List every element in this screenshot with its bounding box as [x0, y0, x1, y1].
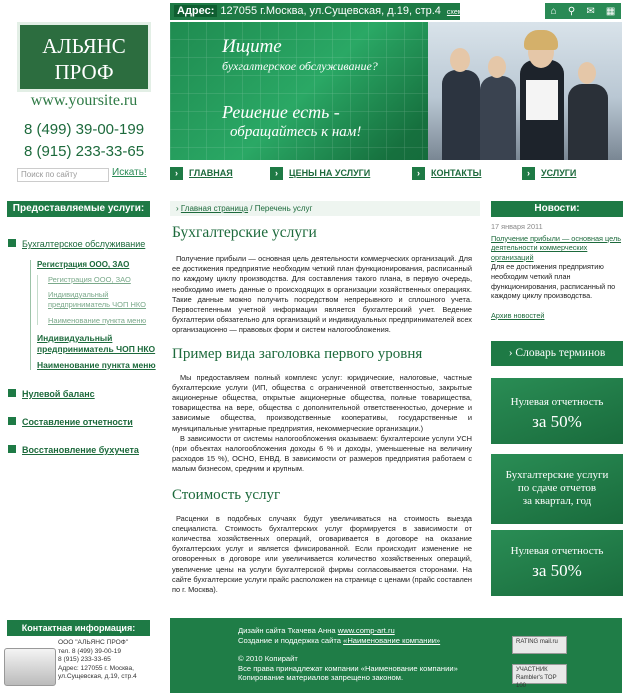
top-icons [545, 3, 621, 19]
nav-home[interactable]: › ГЛАВНАЯ [170, 166, 233, 180]
news-date: 17 января 2011 [491, 222, 543, 231]
promo-quarterly-reports[interactable]: Бухгалтерские услуги по сдаче отчетов за квартал, год [491, 454, 623, 524]
logo-line1: АЛЬЯНС [42, 34, 126, 58]
search-icon[interactable]: ⚲ [567, 5, 576, 17]
contacts-info: ООО "АЛЬЯНС ПРОФ" тел. 8 (499) 39-00-19 8 (915) 233-33-65 Адрес: 127055 г. Москва, ул.Сущевская, д.19, стр.4 [58, 639, 137, 681]
sitemap-icon[interactable]: ▦ [605, 5, 616, 17]
hero-banner [170, 22, 622, 160]
search-input[interactable]: Поиск по сайту [17, 168, 109, 182]
designer-link[interactable]: www.comp-art.ru [337, 626, 395, 635]
mail-ru-counter[interactable]: RATING mail.ru [512, 636, 567, 654]
phone-1: 8 (499) 39-00-199 [23, 121, 145, 138]
breadcrumb: › Главная страница / Перечень услуг [170, 201, 480, 216]
arrow-icon: › [522, 167, 535, 180]
logo[interactable] [17, 22, 151, 92]
news-block [491, 222, 623, 320]
menu-item-bookkeeping[interactable]: Бухгалтерское обслуживание [8, 234, 158, 252]
news-link[interactable]: Получение прибыли — основная цель деятельности коммерческих организаций [491, 233, 622, 262]
breadcrumb-home[interactable]: Главная страница [180, 204, 249, 213]
main-content [172, 224, 472, 595]
map-link[interactable]: схема проезда [446, 9, 495, 16]
arrow-icon: › [412, 167, 425, 180]
contacts-header: Контактная информация: [7, 620, 150, 636]
banner-line4: обращайтесь к нам! [230, 124, 362, 140]
bullet-icon [8, 417, 16, 425]
news-archive-link[interactable]: Архив новостей [491, 310, 545, 320]
address-text: 127055 г.Москва, ул.Сущевская, д.19, стр.4 [220, 5, 441, 17]
paragraph-2: Мы предоставляем полный комплекс услуг: юридические, налоговые, частные бухгалтерские услуги (ИП, общества с ограниченной ответственностью, закрытые акционерные общества, открытые акционерные общества, полные товарищества, товарищества на вере, общества с дополнительной ответственностью, дочерние и зависимые общества, производственные кооперативы, государственные и муниципальные унитарные предприятия, некоммерческие организации.) [172, 372, 472, 433]
menu-item-reporting[interactable]: Составление отчетности [8, 412, 158, 430]
arrow-icon: › [270, 167, 283, 180]
menu-item-restoration[interactable]: Восстановление бухучета [8, 440, 158, 458]
address-bar [170, 3, 495, 20]
address-label: Адрес: [174, 5, 217, 17]
mail-icon[interactable]: ✉ [586, 5, 595, 17]
dictionary-button[interactable]: › Словарь терминов [491, 341, 623, 366]
heading-level-1: Пример вида заголовка первого уровня [172, 345, 423, 362]
menu-item-zero-balance[interactable]: Нулевой баланс [8, 384, 158, 402]
services-menu [8, 234, 158, 458]
phone-2: 8 (915) 233-33-65 [23, 143, 145, 160]
page-title: Бухгалтерские услуги [172, 224, 317, 241]
site-url: www.yoursite.ru [30, 92, 138, 109]
bullet-icon [8, 389, 16, 397]
menu-item-registration[interactable]: Регистрация ООО, ЗАО [37, 260, 130, 269]
banner-line3: Решение есть - [222, 102, 340, 122]
news-text: Для ее достижения предприятию необходим четкий план функционирования, расписанный по каждому циклу производства. [491, 262, 616, 301]
logo-line2: ПРОФ [54, 60, 114, 84]
paragraph-3: В зависимости от системы налогообложения оказываем: бухгалтерские услуги УСН (при объектах налогообложения доходы 6 % и доходы, уменьшенные на величину расходов 15 %), ОСНО, ЕНВД. В зависимости от размеров предприятия работаем с малым бизнесом, средним и крупным. [172, 433, 472, 474]
menu-item-ip[interactable]: Индивидуальный предприниматель ЧОП НКО [37, 333, 156, 354]
rambler-counter[interactable]: УЧАСТНИК Rambler's TOP 100 [512, 664, 567, 684]
arrow-icon: › [170, 167, 183, 180]
phone-fax-icon [4, 648, 56, 686]
bullet-icon [8, 445, 16, 453]
home-icon[interactable]: ⌂ [550, 5, 557, 17]
menu-item-placeholder[interactable]: Наименование пункта меню [37, 360, 156, 370]
search-button[interactable]: Искать! [112, 167, 147, 178]
promo-zero-reporting-2[interactable]: Нулевая отчетность за 50% [491, 530, 623, 596]
submenu-item-ip[interactable]: Индивидуальный предприниматель ЧОП НКО [48, 290, 147, 309]
heading-cost: Стоимость услуг [172, 486, 281, 503]
news-header: Новости: [491, 201, 623, 217]
breadcrumb-current: Перечень услуг [254, 204, 313, 213]
nav-services[interactable]: › УСЛУГИ [522, 166, 576, 180]
bullet-icon [8, 239, 16, 247]
footer: Дизайн сайта Ткачева Анна www.comp-art.ru Создание и поддержка сайта «Наименование компании» © 2010 Копирайт Все права принадлежат компании «Наименование компании» Копирование материалов запрещено законом. [170, 618, 622, 693]
nav-prices[interactable]: › ЦЕНЫ НА УСЛУГИ [270, 166, 370, 180]
paragraph-1: Получение прибыли — основная цель деятельности коммерческих организаций. Для ее достижения предприятие необходим четкий план функционирования, расписанный по каждому циклу производства. Для составления такого плана, в первую очередь, необходимо иметь данные о происходящих в организации хозяйственных операциях. Такие данные можно получить посредством непрерывного и сплошного учета. Первостепенным учетной информации является бухгалтерский учет. Ведение бухгалтерии обязательно для организаций и индивидуальных предпринимателей всех организационно — правовых форм и систем налогообложения. [172, 254, 472, 335]
services-header: Предоставляемые услуги: [7, 201, 150, 217]
submenu-item-registration[interactable]: Регистрация ООО, ЗАО [48, 275, 131, 284]
business-people-photo [428, 22, 622, 160]
banner-line2: бухгалтерское обслуживание? [222, 59, 378, 73]
paragraph-4: Расценки в подобных случаях будут увеличиваться на стоимость выезда специалиста. Стоимость бухгалтерских услуг формируется в зависимости от количества хозяйственных операций, оговаривается в договоре на оказание бухгалтерских услуг и является фиксированной. Если происходит изменение не оговоренных в договоре или увеличивается количество хозяйственных операций, увеличение цены на услуги бухгалтерской фирмы согласовывается сторонами. На сайте бухгалтерские услуги прайс расположен на странице с ценами (прайс составлен по г. Москва). [172, 513, 472, 595]
nav-contacts[interactable]: › КОНТАКТЫ [412, 166, 481, 180]
banner-line1: Ищите [222, 36, 282, 57]
company-link[interactable]: «Наименование компании» [343, 636, 441, 645]
promo-zero-reporting-1[interactable]: Нулевая отчетность за 50% [491, 378, 623, 444]
submenu-item-placeholder[interactable]: Наименование пункта меню [48, 316, 147, 325]
